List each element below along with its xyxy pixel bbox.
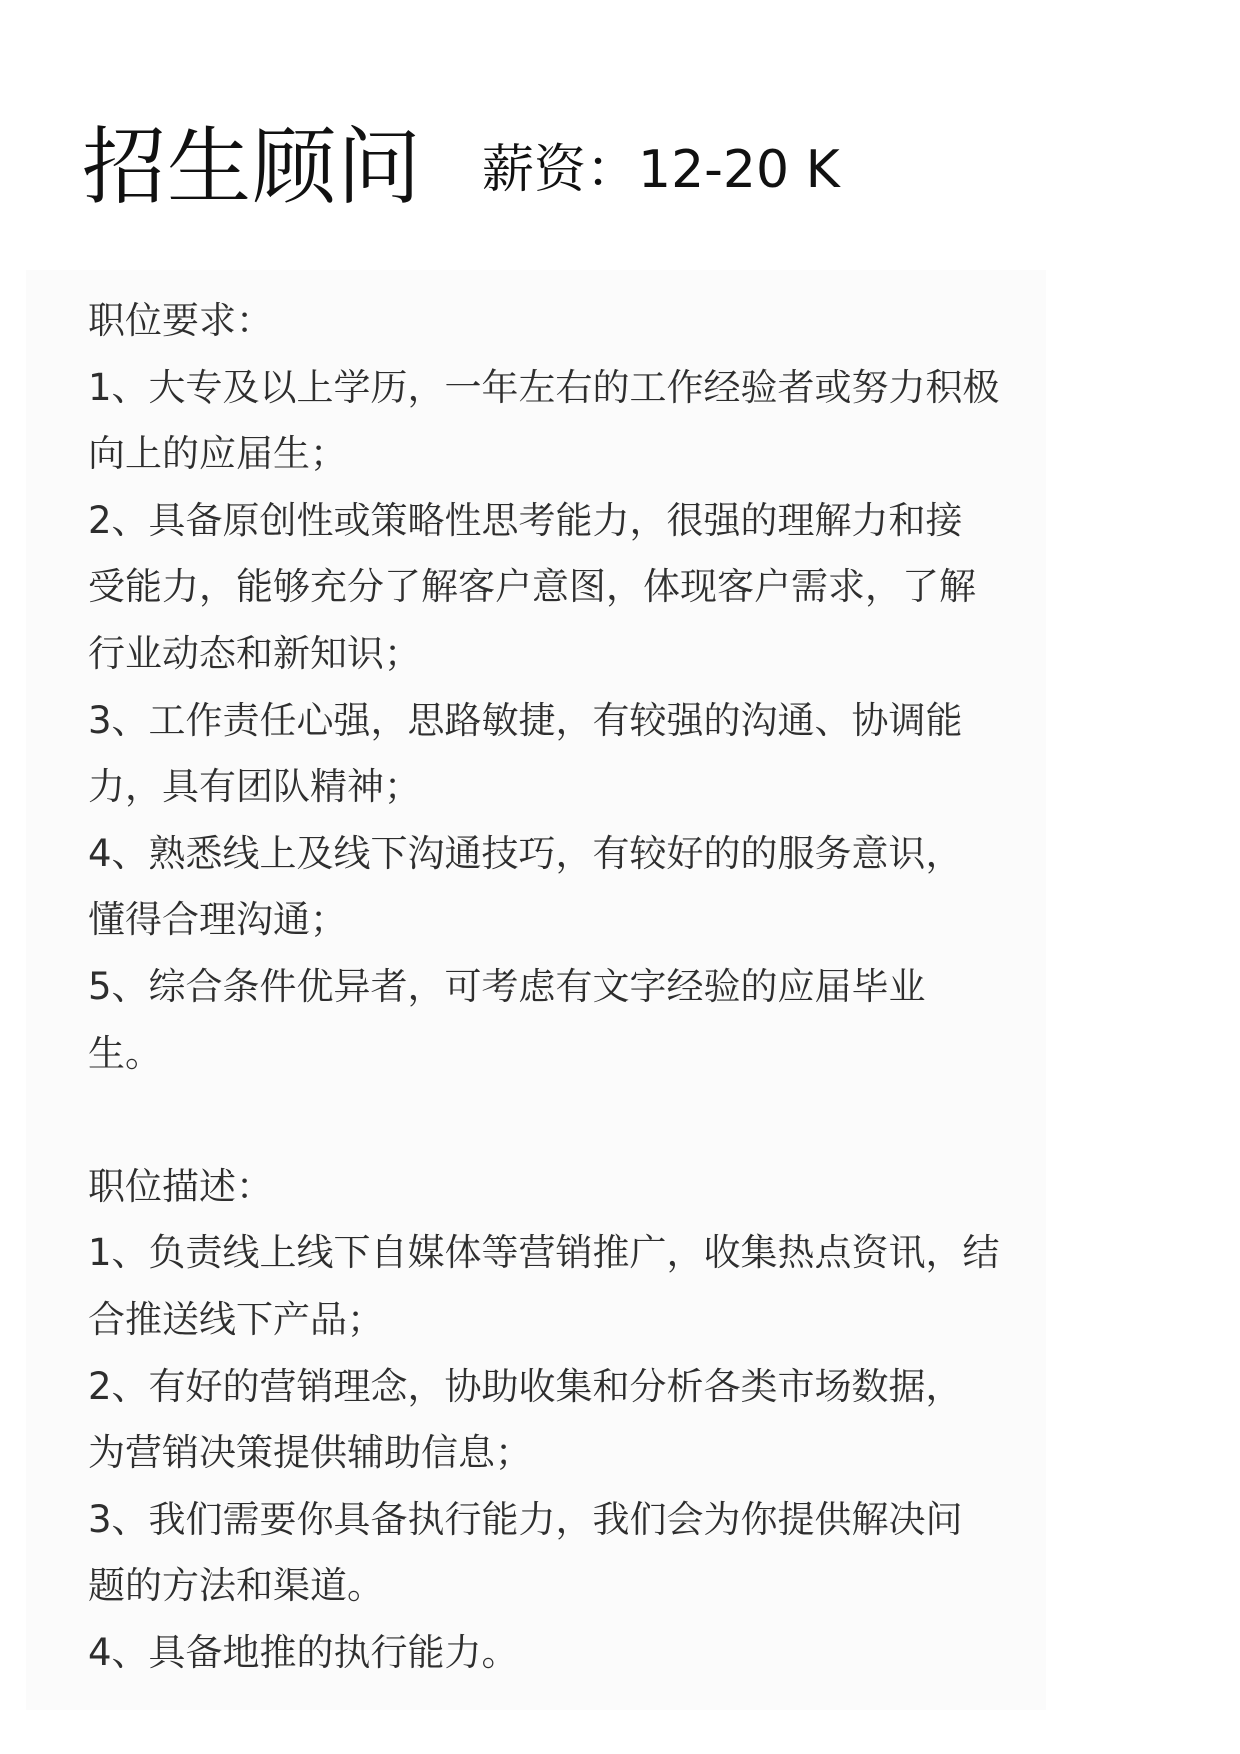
requirement-line: 4、熟悉线上及线下沟通技巧，有较好的的服务意识， bbox=[88, 831, 963, 875]
requirement-line: 受能力，能够充分了解客户意图，体现客户需求，了解 bbox=[88, 565, 976, 609]
description-heading: 职位描述： bbox=[88, 1164, 273, 1208]
section-spacer bbox=[88, 1087, 1008, 1154]
requirement-line: 向上的应届生； bbox=[88, 432, 347, 476]
requirements-heading: 职位要求： bbox=[88, 299, 273, 342]
description-line: 3、我们需要你具备执行能力，我们会为你提供解决问 bbox=[88, 1497, 963, 1541]
description-line: 4、具备地推的执行能力。 bbox=[88, 1630, 519, 1674]
description-line: 题的方法和渠道。 bbox=[88, 1564, 384, 1608]
description-line: 1、负责线上线下自媒体等营销推广，收集热点资讯，结 bbox=[88, 1231, 1000, 1275]
requirement-line: 行业动态和新知识； bbox=[88, 631, 421, 675]
requirement-line: 生。 bbox=[88, 1031, 162, 1075]
description-section bbox=[88, 1154, 1008, 1687]
requirement-line: 力，具有团队精神； bbox=[88, 765, 421, 809]
description-line: 2、有好的营销理念，协助收集和分析各类市场数据， bbox=[88, 1364, 963, 1408]
job-title: 招生顾问 bbox=[82, 118, 423, 216]
requirement-line: 5、综合条件优异者，可考虑有文字经验的应届毕业 bbox=[88, 964, 926, 1008]
requirement-line: 1、大专及以上学历，一年左右的工作经验者或努力积极 bbox=[88, 365, 1000, 409]
job-header bbox=[82, 112, 1182, 222]
requirement-line: 3、工作责任心强，思路敏捷，有较强的沟通、协调能 bbox=[88, 698, 963, 742]
requirement-line: 2、具备原创性或策略性思考能力，很强的理解力和接 bbox=[88, 498, 963, 542]
salary-label: 薪资：12-20 K bbox=[482, 140, 840, 200]
description-line: 合推送线下产品； bbox=[88, 1297, 384, 1341]
requirement-line: 懂得合理沟通； bbox=[88, 898, 347, 942]
job-details bbox=[88, 288, 1008, 1686]
description-line: 为营销决策提供辅助信息； bbox=[88, 1431, 532, 1475]
requirements-section bbox=[88, 288, 1008, 1087]
